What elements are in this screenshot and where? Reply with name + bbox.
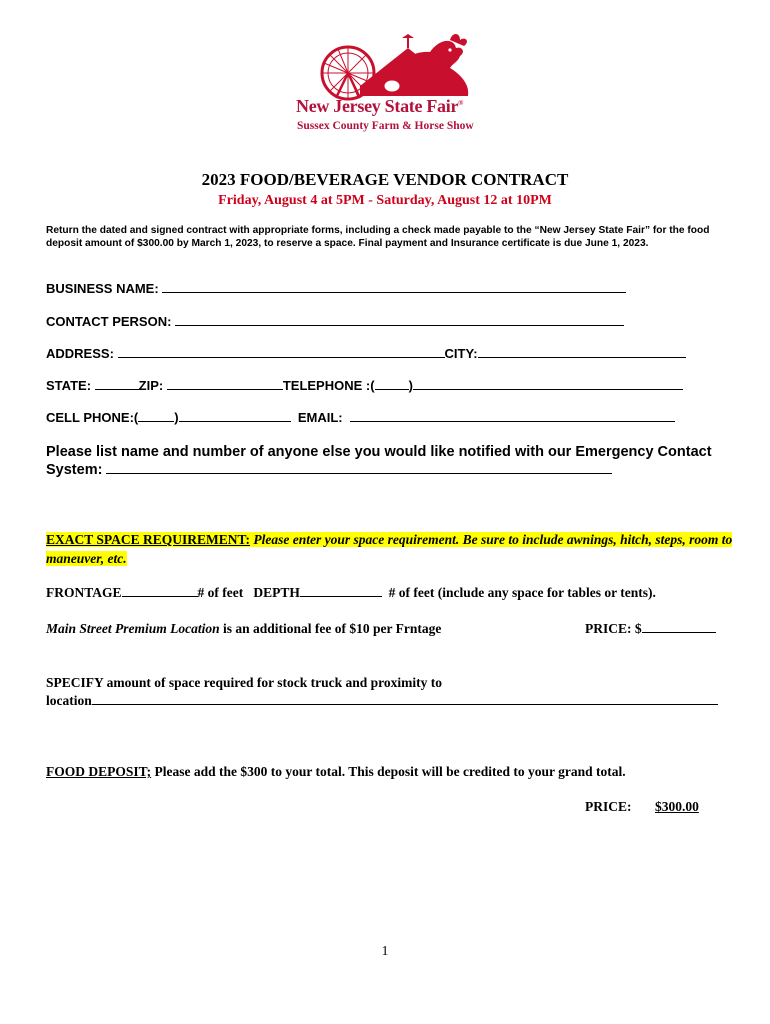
logo-title: New Jersey State Fair® (296, 96, 464, 116)
telephone-area-code-line[interactable] (375, 388, 409, 390)
business-name-line[interactable] (162, 291, 626, 293)
address-label: ADDRESS (46, 346, 110, 361)
business-name-field[interactable]: BUSINESS NAME: (46, 281, 626, 296)
state-zip-phone-field[interactable]: STATE: ZIP: TELEPHONE :( ) (46, 378, 683, 393)
cell-phone-line[interactable] (179, 420, 291, 422)
city-label: CITY (444, 346, 474, 361)
location-line[interactable] (92, 703, 718, 705)
zip-line[interactable] (167, 388, 283, 390)
contact-person-line[interactable] (175, 324, 624, 326)
telephone-label: TELEPHONE (282, 378, 363, 393)
event-dates: Friday, August 4 at 5PM - Saturday, August 12 at 10PM (218, 193, 552, 208)
emergency-contact-line[interactable] (106, 472, 612, 474)
frontage-label: FRONTAGE (46, 585, 122, 600)
premium-price-line[interactable] (642, 631, 716, 633)
food-deposit-heading: FOOD DEPOSIT; (46, 764, 152, 779)
depth-label: DEPTH (253, 585, 300, 600)
food-deposit-text: Please add the $300 to your total. This deposit will be credited to your grand total. (154, 764, 626, 779)
zip-label: ZIP (138, 378, 159, 393)
emergency-contact-section[interactable] (46, 443, 746, 479)
food-deposit-section (46, 763, 686, 781)
stock-truck-label: SPECIFY amount of space required for stock truck and proximity to (46, 675, 443, 690)
emergency-contact-text: Please list name and number of anyone else you would like notified with our Emergency Contact System: (46, 444, 712, 478)
email-label: EMAIL (297, 410, 339, 425)
city-line[interactable] (478, 356, 686, 358)
page-number: 1 (381, 943, 389, 958)
space-requirement-section (46, 531, 736, 568)
state-line[interactable] (95, 388, 139, 390)
frontage-feet-label: # of feet (197, 585, 244, 600)
space-requirement-heading: EXACT SPACE REQUIREMENT: (46, 532, 251, 547)
frontage-line[interactable] (122, 595, 198, 597)
deposit-price-value: $300.00 (655, 799, 699, 814)
address-line[interactable] (118, 356, 445, 358)
logo-subtitle: Sussex County Farm & Horse Show (297, 120, 474, 132)
premium-location-fee: is an additional fee of $10 per Frntage (223, 621, 442, 636)
state-label: STATE (46, 378, 87, 393)
deposit-price-label: PRICE: (585, 799, 632, 814)
cell-email-field[interactable]: CELL PHONE:( ) EMAIL: (46, 410, 675, 425)
space-requirement-instruction: Please enter your space requirement. Be sure to include awnings, hitch, steps, room to maneuver, etc. (46, 532, 733, 566)
contract-title: 2023 FOOD/BEVERAGE VENDOR CONTRACT (201, 170, 569, 189)
premium-location-label: Main Street Premium Location (46, 621, 220, 636)
frontage-depth-row[interactable] (46, 585, 656, 601)
cell-phone-label: CELL PHONE (46, 410, 130, 425)
intro-paragraph: Return the dated and signed contract with appropriate forms, including a check made payable to the “New Jersey State Fair” for the food deposit amount of $300.00 by March 1, 2023, to reserve a space. Final payment and Insurance certificate is due June 1, 2023. (46, 225, 710, 250)
cell-area-code-line[interactable] (138, 420, 174, 422)
premium-price-label: PRICE: $ (585, 621, 642, 636)
premium-location-row (46, 621, 441, 637)
depth-feet-label: # of feet (include any space for tables or tents). (388, 585, 656, 600)
depth-line[interactable] (300, 595, 382, 597)
business-name-label: BUSINESS NAME (46, 281, 155, 296)
contact-person-field[interactable]: CONTACT PERSON: (46, 314, 624, 329)
premium-price-field[interactable] (585, 621, 716, 637)
address-field[interactable]: ADDRESS: CITY: (46, 346, 686, 361)
contact-person-label: CONTACT PERSON (46, 314, 168, 329)
location-label: location (46, 693, 92, 708)
telephone-line[interactable] (413, 388, 683, 390)
email-line[interactable] (350, 420, 675, 422)
stock-truck-location-field[interactable] (46, 693, 718, 709)
